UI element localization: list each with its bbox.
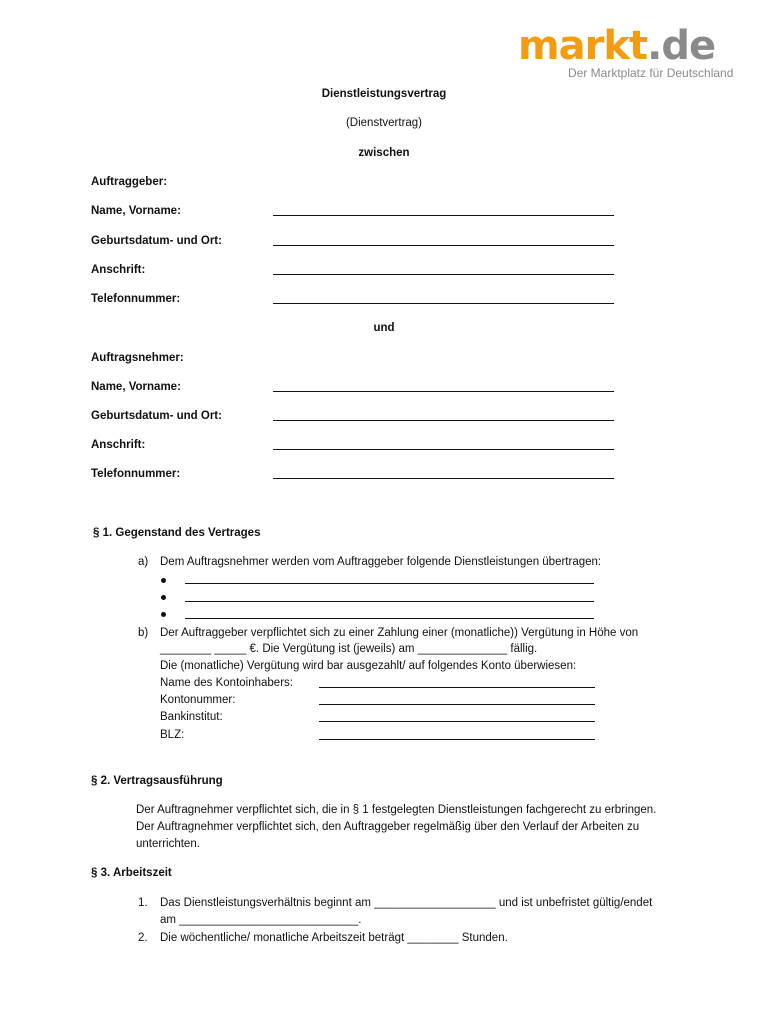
- auftragnehmer-heading: Auftragsnehmer:: [91, 352, 184, 364]
- bullet-icon: [161, 578, 166, 583]
- section2-heading: § 2. Vertragsausführung: [91, 775, 223, 787]
- section1-b-line2: ________ _____ €. Die Vergütung ist (jeweils) am ______________ fällig.: [160, 643, 538, 655]
- bank-blz-blank[interactable]: [319, 739, 595, 740]
- auftragnehmer-birth-blank[interactable]: [273, 420, 614, 421]
- auftragnehmer-phone-label: Telefonnummer:: [91, 468, 181, 480]
- auftraggeber-phone-blank[interactable]: [273, 303, 614, 304]
- auftragnehmer-name-blank[interactable]: [273, 391, 614, 392]
- section1-b-line1: Der Auftraggeber verpflichtet sich zu einer Zahlung einer (monatliche)) Vergütung in Höhe von: [160, 627, 639, 639]
- bank-holder-label: Name des Kontoinhabers:: [160, 677, 293, 689]
- auftraggeber-birth-label: Geburtsdatum- und Ort:: [91, 235, 222, 247]
- auftraggeber-address-blank[interactable]: [273, 274, 614, 275]
- section3-heading: § 3. Arbeitszeit: [91, 867, 172, 879]
- between-label: zwischen: [358, 147, 410, 159]
- section3-item1-line2: am ____________________________.: [160, 914, 362, 926]
- section2-line1: Der Auftragnehmer verpflichtet sich, die in § 1 festgelegten Dienstleistungen fachgerecht zu erbringen.: [136, 804, 657, 816]
- bank-blz-label: BLZ:: [160, 729, 185, 741]
- section3-item1-marker: 1.: [138, 897, 148, 909]
- logo-wordmark: [518, 23, 738, 69]
- section2-line2: Der Auftragnehmer verpflichtet sich, den Auftraggeber regelmäßig über den Verlauf der Arbeiten zu: [136, 821, 640, 833]
- section1-a-marker: a): [138, 556, 149, 568]
- document-subtitle: (Dienstvertrag): [345, 117, 423, 129]
- section3-item2-marker: 2.: [138, 932, 148, 944]
- auftraggeber-birth-blank[interactable]: [273, 245, 614, 246]
- bullet-icon: [161, 595, 166, 600]
- markt-de-logo[interactable]: [518, 23, 738, 80]
- section1-b-marker: b): [138, 627, 149, 639]
- auftragnehmer-name-label: Name, Vorname:: [91, 381, 181, 393]
- auftraggeber-phone-label: Telefonnummer:: [91, 293, 181, 305]
- section3-item2-text: Die wöchentliche/ monatliche Arbeitszeit beträgt ________ Stunden.: [160, 932, 508, 944]
- auftraggeber-address-label: Anschrift:: [91, 264, 146, 276]
- auftraggeber-name-label: Name, Vorname:: [91, 205, 181, 217]
- service-blank-3[interactable]: [185, 618, 594, 619]
- logo-tld: .de: [647, 23, 716, 69]
- auftraggeber-name-blank[interactable]: [273, 215, 614, 216]
- section1-a-text: Dem Auftragsnehmer werden vom Auftraggeber folgende Dienstleistungen übertragen:: [160, 556, 602, 568]
- bank-institute-blank[interactable]: [319, 721, 595, 722]
- auftraggeber-heading: Auftraggeber:: [91, 176, 168, 188]
- section2-line3: unterrichten.: [136, 838, 200, 850]
- auftragnehmer-phone-blank[interactable]: [273, 478, 614, 479]
- bank-account-label: Kontonummer:: [160, 694, 236, 706]
- logo-tagline: Der Marktplatz für Deutschland: [568, 66, 734, 80]
- service-blank-1[interactable]: [185, 583, 594, 584]
- bank-account-blank[interactable]: [319, 704, 595, 705]
- auftragnehmer-birth-label: Geburtsdatum- und Ort:: [91, 410, 222, 422]
- und-label: und: [373, 322, 395, 334]
- service-blank-2[interactable]: [185, 601, 594, 602]
- section1-heading: § 1. Gegenstand des Vertrages: [93, 527, 261, 539]
- logo-brand: markt: [518, 23, 648, 69]
- bank-institute-label: Bankinstitut:: [160, 711, 223, 723]
- auftragnehmer-address-blank[interactable]: [273, 449, 614, 450]
- section3-item1-line1: Das Dienstleistungsverhältnis beginnt am ___________________ und ist unbefristet gültig/endet: [160, 897, 653, 909]
- bank-holder-blank[interactable]: [319, 687, 595, 688]
- auftragnehmer-address-label: Anschrift:: [91, 439, 146, 451]
- document-title: Dienstleistungsvertrag: [321, 88, 447, 100]
- section1-b-line3: Die (monatliche) Vergütung wird bar ausgezahlt/ auf folgendes Konto überwiesen:: [160, 660, 577, 672]
- bullet-icon: [161, 612, 166, 617]
